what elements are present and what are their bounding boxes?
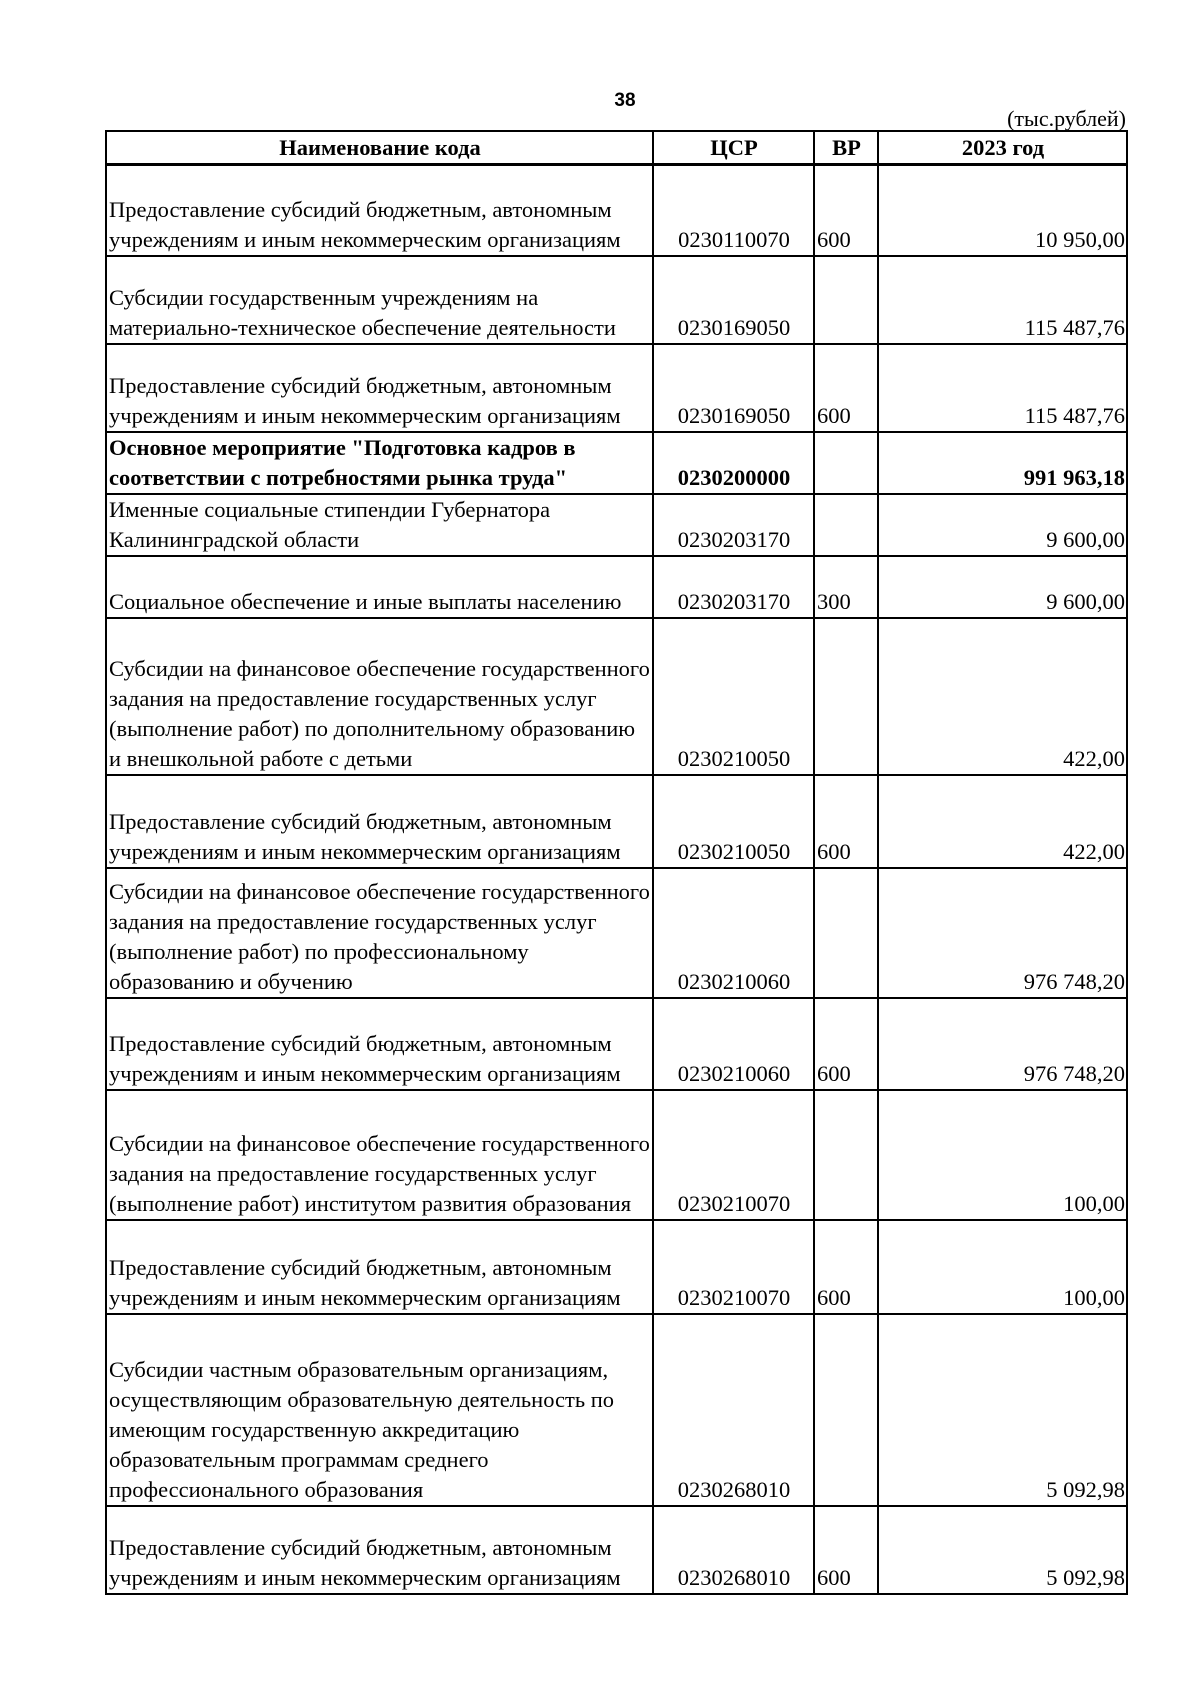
- budget-table: [105, 130, 1128, 1595]
- row-csr: 0230203170: [653, 494, 814, 556]
- row-csr: 0230210070: [653, 1220, 814, 1314]
- row-csr: 0230203170: [653, 556, 814, 618]
- row-amount: 5 092,98: [878, 1314, 1127, 1506]
- row-name: Предоставление субсидий бюджетным, автономным учреждениям и иным некоммерческим организациям: [106, 165, 653, 256]
- row-amount: 115 487,76: [878, 256, 1127, 344]
- row-csr: 0230210070: [653, 1090, 814, 1220]
- row-amount: 9 600,00: [878, 494, 1127, 556]
- table-row: [106, 1220, 1127, 1314]
- row-csr: 0230268010: [653, 1506, 814, 1594]
- row-vr: 600: [814, 775, 878, 868]
- row-vr: [814, 1314, 878, 1506]
- table-row: [106, 344, 1127, 432]
- units-label: (тыс.рублей): [1007, 106, 1126, 131]
- row-name: Социальное обеспечение и иные выплаты населению: [106, 556, 653, 618]
- table-row: [106, 1506, 1127, 1594]
- row-vr: [814, 494, 878, 556]
- row-name: Субсидии на финансовое обеспечение государственного задания на предоставление государственных услуг (выполнение работ) по дополнительному образованию и внешкольной работе с детьми: [106, 618, 653, 775]
- row-name: Предоставление субсидий бюджетным, автономным учреждениям и иным некоммерческим организациям: [106, 344, 653, 432]
- table-row: [106, 432, 1127, 494]
- header-name: Наименование кода: [106, 131, 653, 165]
- row-csr: 0230210060: [653, 998, 814, 1090]
- row-name: Субсидии на финансовое обеспечение государственного задания на предоставление государственных услуг (выполнение работ) институтом развития образования: [106, 1090, 653, 1220]
- table-row: [106, 256, 1127, 344]
- row-vr: [814, 1090, 878, 1220]
- table-row: [106, 775, 1127, 868]
- row-csr: 0230210050: [653, 775, 814, 868]
- table-row: [106, 494, 1127, 556]
- row-vr: [814, 618, 878, 775]
- row-vr: 300: [814, 556, 878, 618]
- row-vr: [814, 256, 878, 344]
- table-header-row: [106, 131, 1127, 165]
- row-csr: 0230169050: [653, 344, 814, 432]
- row-name: Основное мероприятие "Подготовка кадров в соответствии с потребностями рынка труда": [106, 432, 653, 494]
- row-amount: 422,00: [878, 618, 1127, 775]
- row-vr: [814, 868, 878, 998]
- row-vr: 600: [814, 1220, 878, 1314]
- row-amount: 10 950,00: [878, 165, 1127, 256]
- row-vr: 600: [814, 1506, 878, 1594]
- table-row: [106, 998, 1127, 1090]
- row-name: Субсидии частным образовательным организациям, осуществляющим образовательную деятельность по имеющим государственную аккредитацию образовательным программам среднего профессионального образования: [106, 1314, 653, 1506]
- row-amount: 422,00: [878, 775, 1127, 868]
- row-name: Предоставление субсидий бюджетным, автономным учреждениям и иным некоммерческим организациям: [106, 1506, 653, 1594]
- row-vr: 600: [814, 998, 878, 1090]
- row-amount: 115 487,76: [878, 344, 1127, 432]
- row-name: Субсидии на финансовое обеспечение государственного задания на предоставление государственных услуг (выполнение работ) по профессиональному образованию и обучению: [106, 868, 653, 998]
- table-row: [106, 1090, 1127, 1220]
- header-vr: ВР: [814, 131, 878, 165]
- row-vr: 600: [814, 165, 878, 256]
- row-amount: 100,00: [878, 1090, 1127, 1220]
- row-csr: 0230110070: [653, 165, 814, 256]
- row-name: Предоставление субсидий бюджетным, автономным учреждениям и иным некоммерческим организациям: [106, 775, 653, 868]
- row-amount: 9 600,00: [878, 556, 1127, 618]
- row-name: Предоставление субсидий бюджетным, автономным учреждениям и иным некоммерческим организациям: [106, 998, 653, 1090]
- row-amount: 976 748,20: [878, 868, 1127, 998]
- row-csr: 0230169050: [653, 256, 814, 344]
- page-number: 38: [614, 90, 636, 111]
- row-amount: 991 963,18: [878, 432, 1127, 494]
- table-row: [106, 556, 1127, 618]
- row-amount: 5 092,98: [878, 1506, 1127, 1594]
- row-csr: 0230268010: [653, 1314, 814, 1506]
- table-row: [106, 618, 1127, 775]
- row-vr: [814, 432, 878, 494]
- row-csr: 0230210050: [653, 618, 814, 775]
- table-row: [106, 1314, 1127, 1506]
- row-amount: 976 748,20: [878, 998, 1127, 1090]
- table-row: [106, 165, 1127, 256]
- row-name: Именные социальные стипендии Губернатора Калининградской области: [106, 494, 653, 556]
- row-name: Предоставление субсидий бюджетным, автономным учреждениям и иным некоммерческим организациям: [106, 1220, 653, 1314]
- header-year: 2023 год: [878, 131, 1127, 165]
- row-name: Субсидии государственным учреждениям на материально-техническое обеспечение деятельности: [106, 256, 653, 344]
- row-csr: 0230210060: [653, 868, 814, 998]
- row-amount: 100,00: [878, 1220, 1127, 1314]
- table-row: [106, 868, 1127, 998]
- row-csr: 0230200000: [653, 432, 814, 494]
- header-csr: ЦСР: [653, 131, 814, 165]
- row-vr: 600: [814, 344, 878, 432]
